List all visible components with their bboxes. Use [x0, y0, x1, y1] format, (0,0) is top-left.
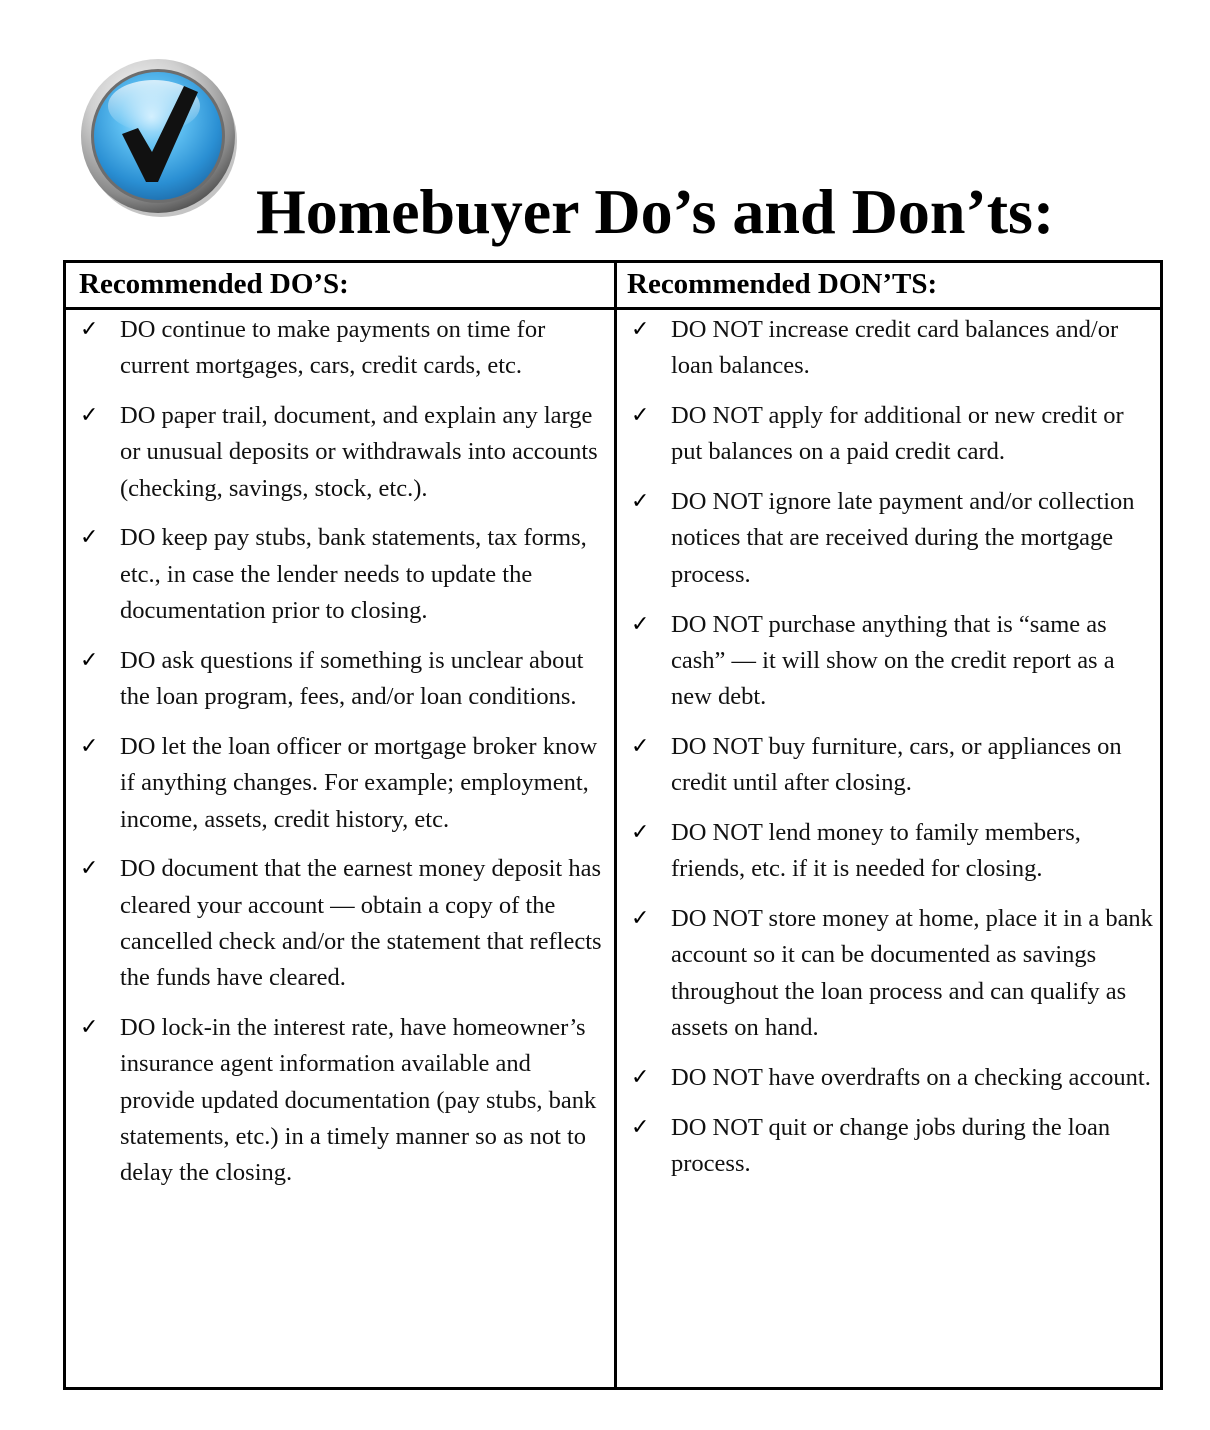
checkmark-icon: ✓ — [631, 906, 650, 932]
donts-list-item — [617, 607, 1163, 716]
checkmark-icon: ✓ — [631, 403, 650, 429]
donts-list-item — [617, 1110, 1163, 1183]
checkmark-icon: ✓ — [631, 733, 650, 759]
dos-item-text: DO document that the earnest money deposit has cleared your account — obtain a copy of the cancelled check and/or the statement that reflects the funds have cleared. — [120, 855, 602, 992]
dos-item-text: DO lock-in the interest rate, have homeowner’s insurance agent information available and provide updated documentation (pay stubs, bank statements, etc.) in a timely manner so as not to delay the closing. — [120, 1014, 597, 1187]
donts-item-text: DO NOT store money at home, place it in a bank account so it can be documented as savings throughout the loan process and can qualify as assets on hand. — [671, 905, 1153, 1042]
dos-list-item — [66, 729, 614, 838]
dos-item-text: DO keep pay stubs, bank statements, tax forms, etc., in case the lender needs to update the documentation prior to closing. — [120, 524, 587, 625]
checkmark-icon: ✓ — [631, 489, 650, 515]
donts-item-text: DO NOT buy furniture, cars, or appliances on credit until after closing. — [671, 732, 1122, 797]
donts-list — [617, 310, 1163, 1182]
donts-item-text: DO NOT purchase anything that is “same as cash” — it will show on the credit report as a new debt. — [671, 610, 1115, 711]
donts-item-text: DO NOT have overdrafts on a checking account. — [671, 1063, 1151, 1091]
dos-item-text: DO continue to make payments on time for current mortgages, cars, credit cards, etc. — [120, 316, 546, 380]
donts-list-item — [617, 398, 1163, 471]
page-title: Homebuyer Do’s and Don’ts: — [256, 176, 1055, 247]
checkmark-icon: ✓ — [631, 317, 650, 342]
donts-list-item — [617, 729, 1163, 802]
donts-item-text: DO NOT apply for additional or new credit or put balances on a paid credit card. — [671, 402, 1124, 466]
donts-item-text: DO NOT ignore late payment and/or collection notices that are received during the mortgage process. — [671, 488, 1135, 588]
dos-list-item — [66, 643, 614, 716]
donts-item-text: DO NOT lend money to family members, friends, etc. if it is needed for closing. — [671, 819, 1081, 883]
checkmark-icon: ✓ — [631, 1064, 650, 1090]
dos-list — [66, 310, 614, 1192]
dos-item-text: DO paper trail, document, and explain any large or unusual deposits or withdrawals into accounts (checking, savings, stock, etc.). — [120, 402, 598, 502]
dos-item-text: DO ask questions if something is unclear about the loan program, fees, and/or loan conditions. — [120, 646, 584, 711]
checkmark-icon: ✓ — [80, 403, 99, 429]
donts-list-item — [617, 901, 1163, 1046]
checkmark-icon: ✓ — [631, 1114, 650, 1140]
donts-column-header: Recommended DON’TS: — [627, 268, 938, 300]
donts-item-text: DO NOT quit or change jobs during the loan process. — [671, 1113, 1111, 1177]
checkmark-badge-icon — [80, 56, 242, 218]
dos-column-header: Recommended DO’S: — [79, 268, 349, 300]
checkmark-icon: ✓ — [80, 1015, 99, 1041]
donts-list-item — [617, 484, 1163, 593]
dos-item-text: DO let the loan officer or mortgage broker know if anything changes. For example; employment, income, assets, credit history, etc. — [120, 732, 598, 833]
checkmark-icon: ✓ — [631, 820, 650, 846]
checkmark-icon: ✓ — [80, 525, 99, 551]
dos-donts-table — [63, 260, 1163, 1390]
dos-list-item — [66, 398, 614, 507]
donts-item-text: DO NOT increase credit card balances and/or loan balances. — [671, 316, 1119, 380]
donts-list-item — [617, 815, 1163, 888]
dos-list-item — [66, 312, 614, 385]
dos-list-item — [66, 851, 614, 996]
donts-list-item — [617, 312, 1163, 385]
checkmark-icon: ✓ — [80, 647, 99, 673]
donts-list-item — [617, 1060, 1163, 1096]
checkmark-icon: ✓ — [80, 856, 99, 882]
checkmark-icon: ✓ — [80, 317, 99, 342]
checkmark-icon: ✓ — [631, 611, 650, 637]
checkmark-icon: ✓ — [80, 733, 99, 759]
dos-list-item — [66, 1010, 614, 1191]
dos-list-item — [66, 520, 614, 629]
